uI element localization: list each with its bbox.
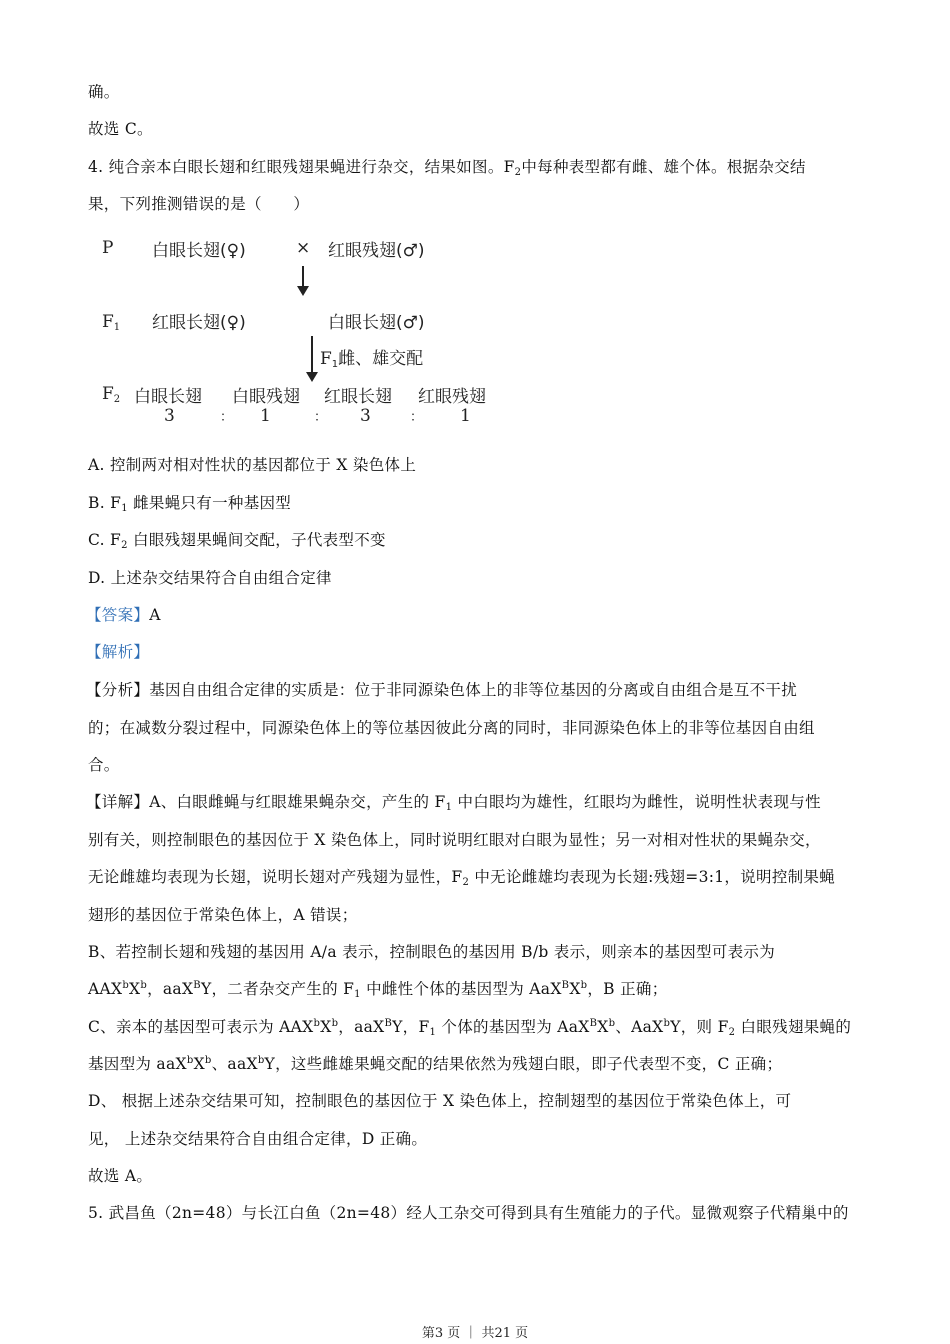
text: X — [597, 1018, 609, 1036]
text: ，aaX — [147, 980, 194, 998]
subscript: 2 — [113, 394, 121, 405]
subscript: 2 — [514, 167, 522, 178]
superscript: b — [186, 1055, 194, 1066]
xiangjie-c-line-2 — [88, 1054, 782, 1074]
generation-f1-label — [102, 312, 120, 332]
xiangjie-c-line-1 — [88, 1017, 851, 1037]
subscript: 2 — [728, 1027, 736, 1038]
label-text: F — [102, 384, 114, 404]
analysis-label: 【解析】 — [86, 643, 150, 661]
superscript: b — [122, 980, 130, 991]
answer-value: A — [149, 606, 161, 624]
option-d: D. 上述杂交结果符合自由组合定律 — [88, 569, 332, 587]
fenxi-line-1: 【分析】基因自由组合定律的实质是：位于非同源染色体上的非等位基因的分离或自由组合是互不干扰 — [86, 681, 798, 699]
label-text: F — [320, 349, 332, 369]
superscript: B — [193, 980, 201, 991]
xiangjie-line-2: 别有关，则控制眼色的基因位于 X 染色体上，同时说明红眼对白眼为显性；另一对相对性状的果蝇杂交， — [88, 831, 821, 849]
text: X — [569, 980, 581, 998]
option-text: 雌果蝇只有一种基因型 — [127, 494, 292, 512]
option-text: B. F — [88, 494, 122, 512]
xiangjie-b-line-2 — [88, 979, 668, 999]
prev-conclusion: 故选 C。 — [88, 120, 153, 138]
generation-p-label: P — [102, 238, 114, 258]
subscript: 1 — [331, 359, 339, 370]
text: 、aaX — [211, 1055, 258, 1073]
label-text: F — [102, 312, 114, 332]
text: 、AaX — [615, 1018, 664, 1036]
cross-diagram — [100, 232, 520, 432]
subscript: 1 — [113, 322, 121, 333]
arrow-down-icon — [311, 336, 313, 374]
text: X — [193, 1055, 205, 1073]
text: 无论雌雄均表现为长翅，说明长翅对产残翅为显性，F — [88, 868, 463, 886]
cross-symbol: × — [296, 238, 311, 258]
f2-phenotype: 红眼残翅 — [418, 387, 486, 407]
subscript: 1 — [121, 503, 128, 514]
superscript: b — [204, 1055, 212, 1066]
superscript: b — [313, 1018, 321, 1029]
question-4-stem-line-2: 果，下列推测错误的是（ ） — [88, 195, 310, 213]
text: X — [320, 1018, 332, 1036]
stem-text: 中每种表型都有雌、雄个体。根据杂交结 — [521, 158, 806, 176]
f2-phenotype: 红眼长翅 — [324, 387, 392, 407]
xiangjie-d-line-2: 见， 上述杂交结果符合自由组合定律，D 正确。 — [88, 1130, 428, 1148]
f2-ratio-value: 1 — [260, 406, 271, 426]
subscript: 1 — [354, 989, 361, 1000]
option-text: 白眼残翅果蝇间交配，子代表型不变 — [127, 531, 386, 549]
text: C、亲本的基因型可表示为 AAX — [88, 1018, 314, 1036]
xiangjie-line-3 — [88, 867, 835, 887]
f2-ratio-separator: ： — [314, 410, 328, 425]
option-a: A. 控制两对相对性状的基因都位于 X 染色体上 — [88, 456, 417, 474]
option-text: C. F — [88, 531, 122, 549]
stem-text: 4. 纯合亲本白眼长翅和红眼残翅果蝇进行杂交，结果如图。F — [88, 158, 515, 176]
generation-f2-label — [102, 384, 120, 404]
text: 白眼残翅果蝇的 — [735, 1018, 852, 1036]
f2-ratio-separator: ： — [220, 410, 234, 425]
p-female-phenotype: 白眼长翅(♀) — [152, 241, 246, 261]
superscript: B — [589, 1018, 598, 1029]
text: ，B 正确； — [587, 980, 668, 998]
superscript: b — [608, 1018, 616, 1029]
text: 基因型为 aaX — [88, 1055, 187, 1073]
superscript: b — [331, 1018, 339, 1029]
f1-male-phenotype: 白眼长翅(♂) — [328, 313, 425, 333]
text: 中白眼均为雄性，红眼均为雌性，说明性状表现与性 — [452, 793, 821, 811]
text: 【详解】A、白眼雌蝇与红眼雄果蝇杂交，产生的 F — [86, 793, 446, 811]
xiangjie-line-1 — [86, 792, 821, 812]
question-4-conclusion: 故选 A。 — [88, 1167, 153, 1185]
superscript: b — [140, 980, 148, 991]
option-c — [88, 530, 386, 550]
superscript: b — [663, 1018, 671, 1029]
text: AAX — [88, 980, 123, 998]
subscript: 1 — [445, 802, 453, 813]
text: X — [129, 980, 141, 998]
fenxi-line-2: 的；在减数分裂过程中，同源染色体上的等位基因彼此分离的同时，非同源染色体上的非等位基因自由组 — [88, 719, 815, 737]
question-5-stem-line-1: 5. 武昌鱼（2n=48）与长江白鱼（2n=48）经人工杂交可得到具有生殖能力的子代。显微观察子代精巢中的 — [88, 1204, 849, 1222]
xiangjie-b-line-1: B、若控制长翅和残翅的基因用 A/a 表示，控制眼色的基因用 B/b 表示，则亲本的基因型可表示为 — [88, 943, 775, 961]
f2-phenotype: 白眼残翅 — [232, 387, 300, 407]
f2-ratio-value: 3 — [360, 406, 371, 426]
text: 中无论雌雄均表现为长翅:残翅=3:1，说明控制果蝇 — [469, 868, 836, 886]
f1-mating-label — [320, 344, 423, 369]
text: 中雌性个体的基因型为 AaX — [360, 980, 562, 998]
text: Y，这些雌雄果蝇交配的结果依然为残翅白眼，即子代表型不变，C 正确； — [264, 1055, 783, 1073]
text: Y，二者杂交产生的 F — [200, 980, 355, 998]
f2-ratio-value: 1 — [460, 406, 471, 426]
text: Y，F — [392, 1018, 430, 1036]
superscript: b — [257, 1055, 265, 1066]
text: 个体的基因型为 AaX — [436, 1018, 590, 1036]
text: ，aaX — [338, 1018, 385, 1036]
answer-line — [86, 605, 161, 625]
f2-ratio-separator: ： — [410, 410, 424, 425]
fenxi-line-3: 合。 — [88, 756, 120, 774]
xiangjie-line-4: 翅形的基因位于常染色体上，A 错误； — [88, 906, 358, 924]
text: Y，则 F — [670, 1018, 729, 1036]
subscript: 1 — [429, 1027, 437, 1038]
f2-phenotype: 白眼长翅 — [134, 387, 202, 407]
xiangjie-d-line-1: D、 根据上述杂交结果可知，控制眼色的基因位于 X 染色体上，控制翅型的基因位于常染色体上，可 — [88, 1092, 792, 1110]
prev-answer-tail: 确。 — [88, 83, 120, 101]
p-male-phenotype: 红眼残翅(♂) — [328, 241, 425, 261]
f2-ratio-value: 3 — [164, 406, 175, 426]
f1-female-phenotype: 红眼长翅(♀) — [152, 313, 246, 333]
question-4-stem-line-1 — [88, 157, 806, 177]
arrow-down-icon — [302, 266, 304, 288]
subscript: 2 — [121, 540, 128, 551]
page-footer: 第3 页 ｜ 共21 页 — [421, 1326, 529, 1341]
superscript: b — [580, 980, 588, 991]
option-b — [88, 493, 291, 513]
superscript: B — [561, 980, 570, 991]
answer-label: 【答案】 — [86, 606, 150, 624]
superscript: B — [384, 1018, 393, 1029]
label-text: 雌、雄交配 — [338, 349, 424, 369]
subscript: 2 — [462, 877, 470, 888]
